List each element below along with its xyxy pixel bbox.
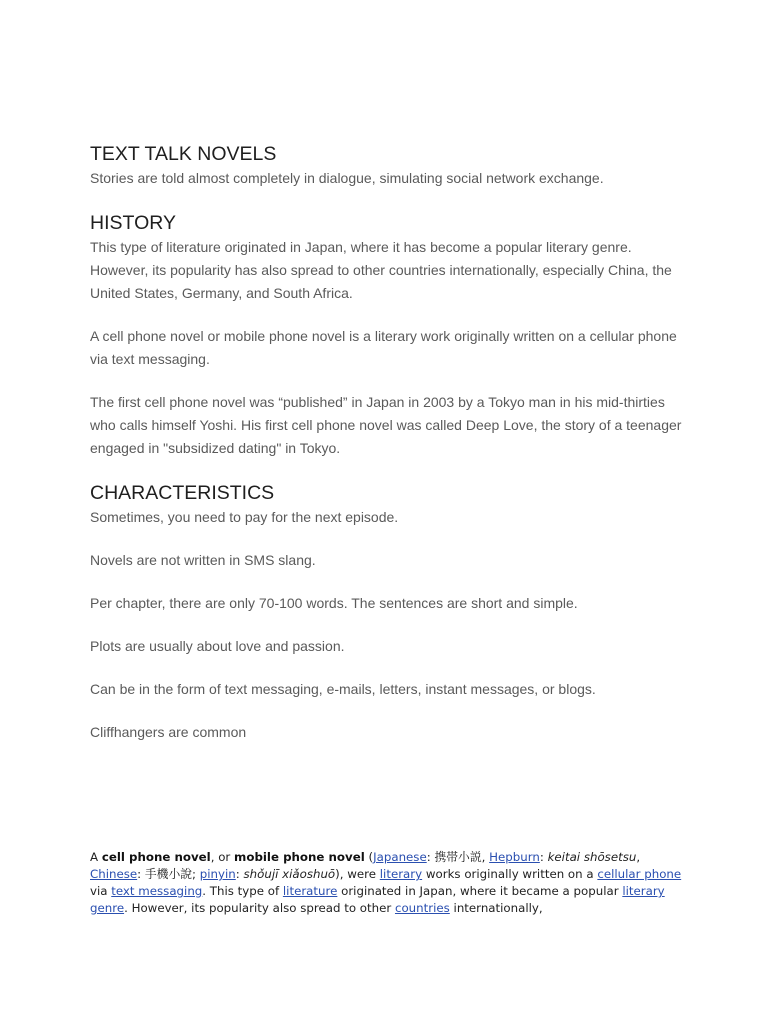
history-paragraph-1: This type of literature originated in Japan, where it has become a popular literary genre. However, its popularity has also spread to other countries internationally, especially China, the United States, Germany, and South Africa. [90,239,672,301]
heading-history: HISTORY [90,212,176,234]
history-paragraph-3: The first cell phone novel was “published” in Japan in 2003 by a Tokyo man in his mid-thirties who calls himself Yoshi. His first cell phone novel was called Deep Love, the story of a teenager engaged in "subsidized dating" in Tokyo. [90,394,682,456]
wikipedia-excerpt [90,849,690,917]
excerpt-text: works originally written on a [422,867,598,881]
characteristic-item: Novels are not written in SMS slang. [90,552,316,568]
excerpt-bold-term: cell phone novel [101,850,211,864]
excerpt-italic-term: shǒujī xiǎoshuō [243,867,336,881]
excerpt-text: ( [364,850,374,864]
link-literary-genre[interactable]: literary genre [90,884,665,915]
excerpt-text: internationally, [449,901,543,915]
link-hepburn[interactable]: Hepburn [489,850,540,864]
characteristic-item: Per chapter, there are only 70-100 words. The sentences are short and simple. [90,595,578,611]
excerpt-italic-term: keitai shōsetsu [547,850,637,864]
characteristic-item: Plots are usually about love and passion. [90,638,345,654]
excerpt-text: , [636,850,641,864]
link-japanese[interactable]: Japanese [373,850,427,864]
history-paragraph-2: A cell phone novel or mobile phone novel is a literary work originally written on a cellular phone via text messaging. [90,328,677,367]
link-cellular-phone[interactable]: cellular phone [597,867,682,881]
heading-text-talk-novels: TEXT TALK NOVELS [90,143,277,165]
characteristic-item: Can be in the form of text messaging, e-mails, letters, instant messages, or blogs. [90,681,596,697]
link-literary[interactable]: literary [379,867,423,881]
link-literature[interactable]: literature [282,884,338,898]
characteristic-item: Cliffhangers are common [90,724,247,740]
excerpt-text: : [539,850,548,864]
document-body [90,141,690,744]
excerpt-text: ), were [335,867,380,881]
link-pinyin[interactable]: pinyin [199,867,236,881]
excerpt-text: via [90,884,112,898]
excerpt-text: : [235,867,244,881]
excerpt-text: A [90,850,102,864]
heading-characteristics: CHARACTERISTICS [90,482,275,504]
excerpt-text: : 手機小說; [137,867,200,881]
excerpt-text: : 携帯小説, [426,850,490,864]
excerpt-text: , or [210,850,235,864]
text-talk-description: Stories are told almost completely in dialogue, simulating social network exchange. [90,170,604,186]
link-countries[interactable]: countries [394,901,450,915]
excerpt-bold-term: mobile phone novel [234,850,365,864]
link-chinese[interactable]: Chinese [90,867,138,881]
excerpt-text: . However, its popularity also spread to other [124,901,395,915]
excerpt-text: originated in Japan, where it became a popular [337,884,623,898]
link-text-messaging[interactable]: text messaging [111,884,203,898]
characteristic-item: Sometimes, you need to pay for the next episode. [90,509,399,525]
excerpt-text: . This type of [202,884,283,898]
